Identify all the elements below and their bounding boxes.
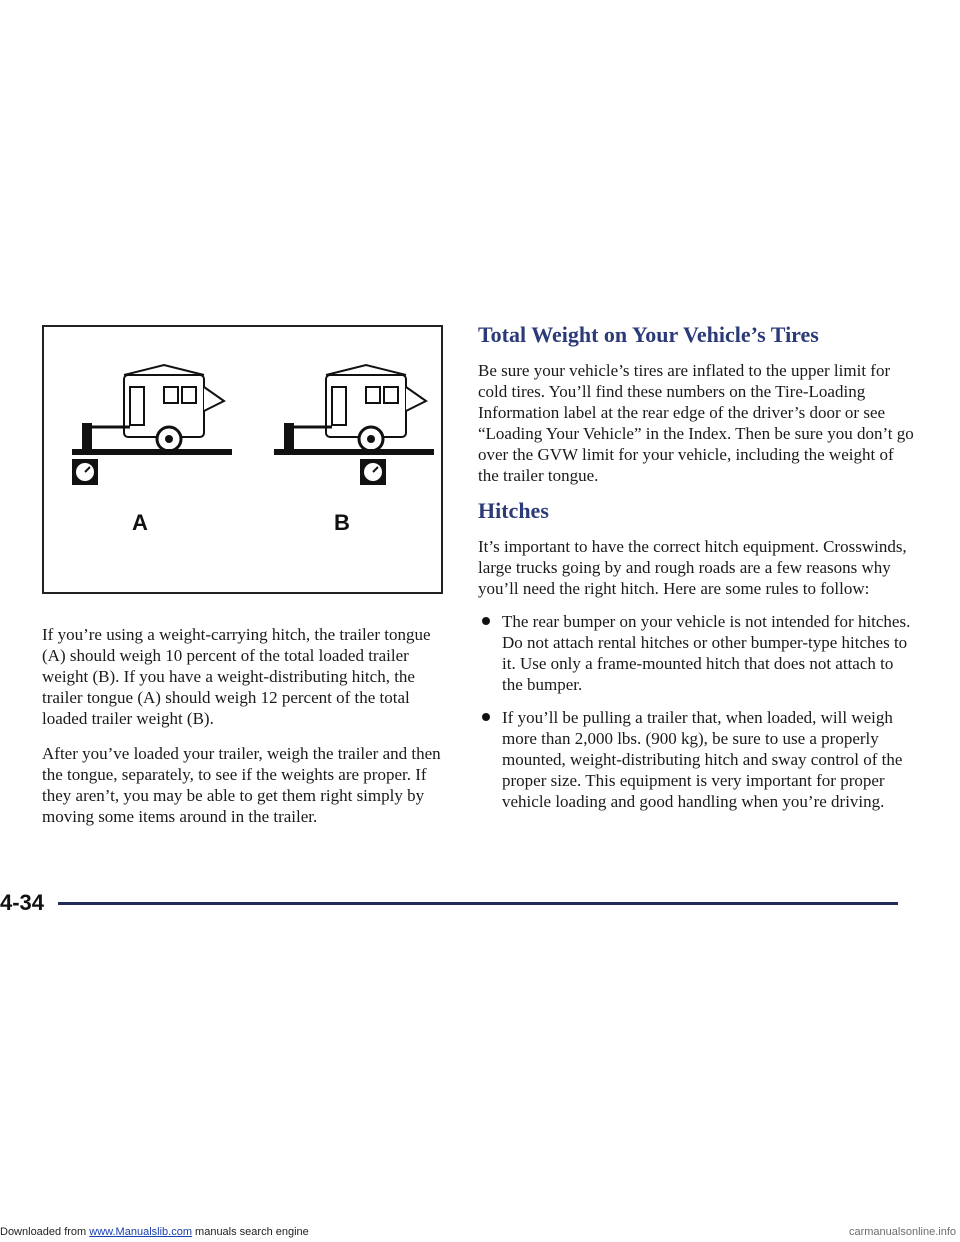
hitches-heading: Hitches [478, 498, 549, 523]
left-column [42, 624, 442, 841]
list-item [478, 611, 918, 695]
figure-label-b: B [334, 510, 350, 535]
bullet-icon [482, 617, 490, 625]
figure-label-a: A [132, 510, 148, 535]
total-weight-paragraph: Be sure your vehicle’s tires are inflated to the upper limit for cold tires. You’ll find these numbers on the Tire-Loading Information label at the rear edge of the driver’s door or see “Loading Your Vehicle” in the Index. Then be sure you don’t go over the GVW limit for your vehicle, including the weight of the trailer tongue. [478, 361, 914, 485]
right-column [478, 322, 918, 824]
weigh-trailer-paragraph: After you’ve loaded your trailer, weigh the trailer and then the tongue, separately, to see if the weights are proper. If they aren’t, you may be able to get them right simply by moving some items around in the trailer. [42, 744, 441, 826]
footer-divider [58, 902, 898, 905]
download-prefix: Downloaded from [0, 1226, 90, 1238]
watermark: carmanualsonline.info [848, 1226, 956, 1238]
trailer-a-drawing [72, 365, 232, 485]
bullet-icon [482, 713, 490, 721]
trailer-weight-figure [42, 325, 443, 594]
download-notice [0, 1226, 309, 1238]
tongue-weight-paragraph: If you’re using a weight-carrying hitch, the trailer tongue (A) should weigh 10 percent of the total loaded trailer weight (B). If you have a weight-distributing hitch, the trailer tongue (A) should weigh 12 percent of the total loaded trailer weight (B). [42, 625, 431, 728]
manualslib-link[interactable]: www.Manualslib.com [89, 1226, 192, 1238]
page-number: 4-34 [0, 890, 45, 915]
trailer-b-drawing [274, 365, 434, 485]
hitches-intro-paragraph: It’s important to have the correct hitch equipment. Crosswinds, large trucks going by and rough roads are a few reasons why you’ll need the right hitch. Here are some rules to follow: [478, 537, 907, 598]
rule-text: If you’ll be pulling a trailer that, when loaded, will weigh more than 2,000 lbs. (900 kg), be sure to use a properly mounted, weight-distributing hitch and sway control of the proper size. This equipment is very important for proper vehicle loading and good handling when you’re driving. [502, 708, 903, 811]
rule-text: The rear bumper on your vehicle is not intended for hitches. Do not attach rental hitches or other bumper-type hitches to it. Use only a frame-mounted hitch that does not attach to the bumper. [502, 612, 911, 694]
trailer-illustration [44, 327, 441, 592]
total-weight-heading: Total Weight on Your Vehicle’s Tires [478, 322, 819, 347]
list-item [478, 707, 918, 812]
download-suffix: manuals search engine [191, 1226, 309, 1238]
hitch-rules-list [478, 611, 918, 812]
